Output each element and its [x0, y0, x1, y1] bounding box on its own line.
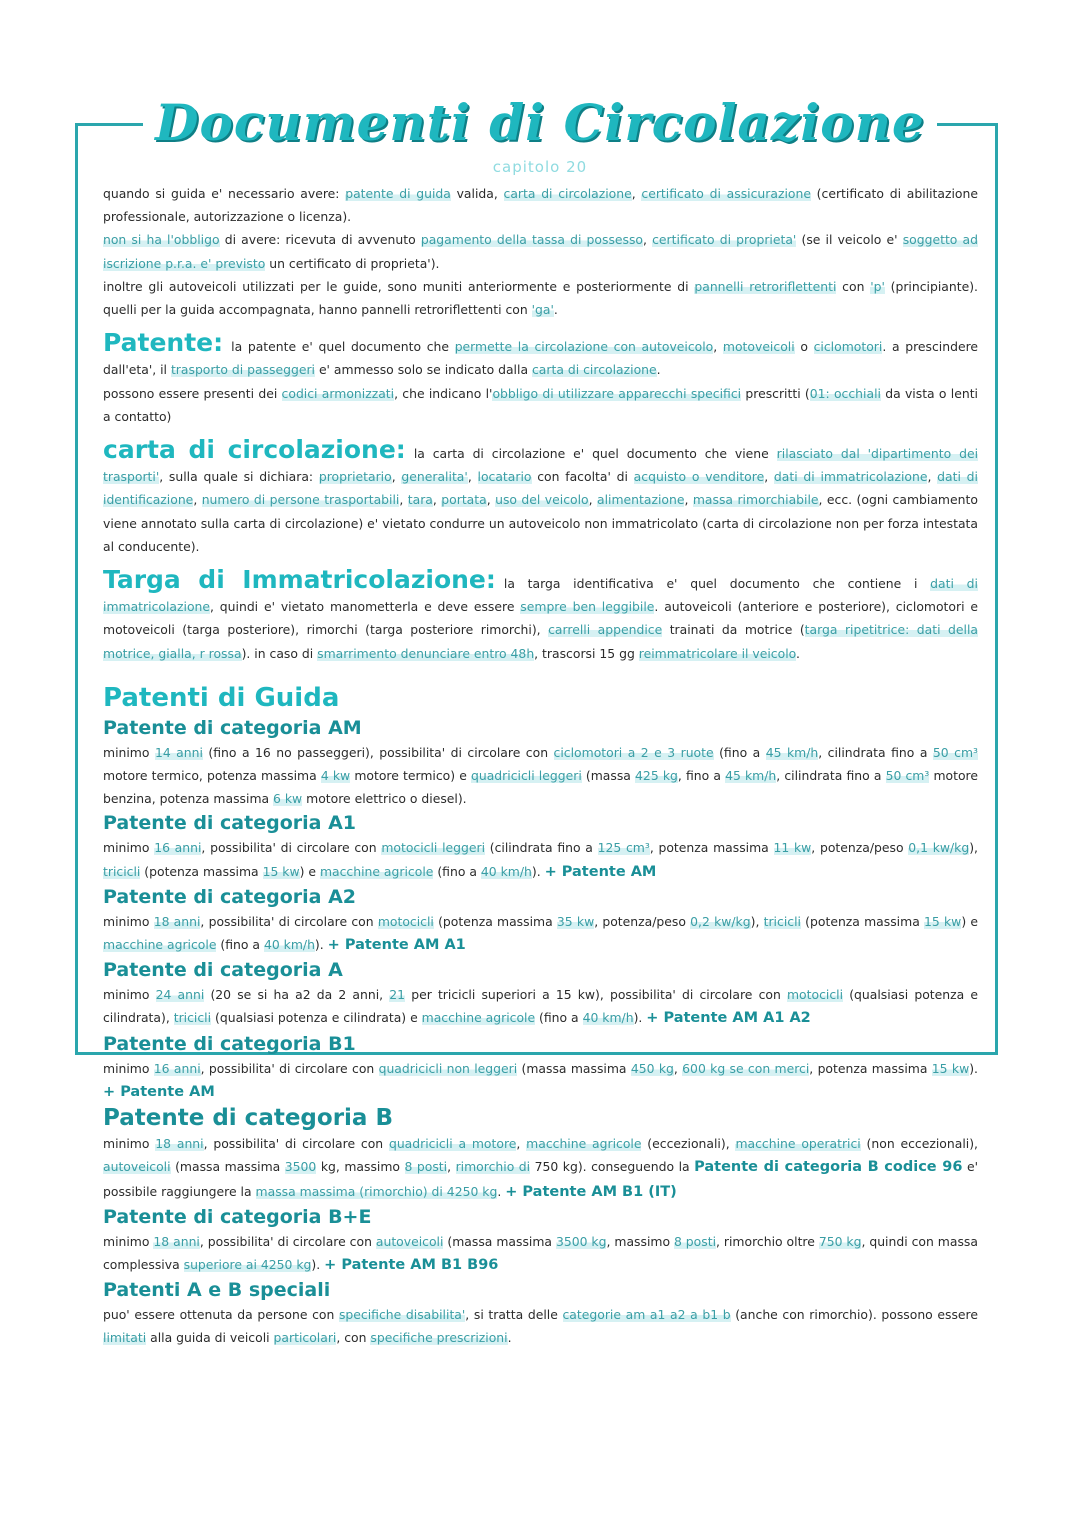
text-run: .	[553, 302, 558, 318]
highlighted-term: carrelli appendice	[548, 622, 663, 638]
highlighted-term: 750 kg	[818, 1233, 862, 1249]
highlighted-term: 45 km/h	[725, 768, 777, 784]
highlighted-term: tricicli	[763, 913, 801, 929]
highlighted-term: motoveicoli	[722, 339, 795, 355]
highlighted-term: certificato di proprieta'	[652, 232, 797, 248]
highlighted-term: 40 km/h	[582, 1010, 634, 1026]
text-run: , possibilita' di circolare con	[200, 913, 378, 929]
highlighted-term: sempre ben leggibile	[520, 599, 655, 615]
highlighted-term: 4 kw	[320, 768, 351, 784]
text-run: un certificato di proprieta').	[265, 255, 440, 271]
highlighted-term: certificato di assicurazione	[641, 186, 811, 201]
highlighted-term: 35 kw	[556, 913, 595, 929]
text-run: ).	[969, 1060, 978, 1076]
highlighted-term: 125 cm³	[597, 840, 650, 856]
highlighted-term: carta di circolazione	[503, 186, 632, 201]
highlighted-term: massa massima (rimorchio) di 4250 kg	[255, 1183, 498, 1199]
highlighted-term: pagamento della tassa di possesso	[420, 232, 644, 248]
license-reference: + Patente AM A1	[327, 937, 466, 954]
highlighted-term: 11 kw	[773, 840, 812, 856]
text-run: , possibilita' di circolare con	[200, 1060, 379, 1076]
text-run: ,	[399, 492, 408, 508]
text-run: di avere: ricevuta di avvenuto	[219, 232, 421, 248]
text-run: (massa	[581, 768, 636, 784]
highlighted-term: macchine agricole	[421, 1010, 536, 1026]
highlighted-term: autoveicoli	[375, 1233, 444, 1249]
highlighted-term: 50 cm³	[885, 768, 930, 784]
text-run: ,	[193, 492, 202, 508]
license-category-description	[103, 836, 978, 883]
highlighted-term: 'ga'	[531, 302, 554, 318]
license-reference: Patente di categoria B codice 96	[694, 1159, 963, 1176]
patenti-heading: Patenti di Guida	[103, 682, 340, 713]
highlighted-term: pannelli retroriflettenti	[694, 278, 837, 294]
highlighted-term: alimentazione	[597, 492, 685, 508]
license-category-description	[103, 983, 978, 1030]
highlighted-term: macchine agricole	[319, 863, 434, 879]
text-run: la patente e' quel documento che	[231, 339, 455, 355]
text-run: . autoveicoli (anteriore e posteriore), ciclomotori e motoveicoli (targa posteriore), rimorchi (targa posteriore rimorchi),	[103, 599, 978, 638]
intro-paragraph	[103, 275, 978, 321]
highlighted-term: 15 kw	[931, 1060, 970, 1076]
highlighted-term: dati di immatricolazione	[773, 469, 928, 485]
text-run: , quindi e' vietato manometterla e deve essere	[210, 599, 521, 615]
text-run: ,	[631, 186, 642, 201]
text-run: ).	[531, 863, 545, 879]
text-run: , potenza/peso	[811, 840, 909, 856]
license-category-title: Patenti A e B speciali	[103, 1279, 331, 1302]
text-run: (potenza massima	[140, 863, 263, 879]
highlighted-term: 450 kg	[630, 1060, 674, 1076]
highlighted-term: acquisto o venditore	[633, 469, 765, 485]
text-run: , rimorchio oltre	[716, 1233, 819, 1249]
definition-paragraph	[103, 328, 979, 381]
license-category-description	[103, 910, 978, 957]
highlighted-term: 8 posti	[404, 1159, 448, 1175]
highlighted-term: 16 anni	[154, 840, 202, 856]
highlighted-term: 18 anni	[153, 913, 201, 929]
text-run: motore termico, potenza massima	[103, 768, 321, 784]
definition-heading: Targa di Immatricolazione:	[103, 565, 496, 595]
highlighted-term: permette la circolazione con autoveicolo	[454, 339, 714, 355]
text-run: inoltre gli autoveicoli utilizzati per le guide, sono muniti anteriormente e posteriormente di	[103, 278, 695, 294]
highlighted-term: superiore ai 4250 kg	[183, 1256, 312, 1272]
text-run: , cilindrata fino a	[818, 744, 933, 760]
text-run: , possibilita' di circolare con	[203, 1136, 389, 1152]
text-run: , massimo	[606, 1233, 674, 1249]
text-run: ) e	[299, 863, 320, 879]
text-run: trainati da motrice (	[662, 622, 805, 638]
text-run: (certificato di abilitazione professionale, autorizzazione o licenza).	[103, 186, 978, 225]
text-run: , cilindrata fino a	[776, 768, 886, 784]
text-run: ).	[633, 1010, 647, 1026]
text-run: ),	[750, 913, 764, 929]
license-category-title: Patente di categoria AM	[103, 716, 362, 739]
highlighted-term: non si ha l'obbligo	[103, 232, 220, 248]
text-run: minimo	[103, 744, 155, 760]
text-run: ,	[643, 232, 653, 248]
highlighted-term: trasporto di passeggeri	[170, 362, 315, 378]
text-run: per tricicli superiori a 15 kw), possibilita' di circolare con	[405, 987, 787, 1003]
text-run: (anche con rimorchio). possono essere	[730, 1307, 978, 1323]
text-run: minimo	[103, 987, 156, 1003]
highlighted-term: 18 anni	[155, 1136, 204, 1152]
text-run: (potenza massima	[800, 913, 925, 929]
text-run: ,	[684, 492, 693, 508]
highlighted-term: quadricicli leggeri	[471, 768, 582, 784]
document-body	[103, 182, 978, 1350]
text-run: ),	[969, 840, 978, 856]
highlighted-term: 15 kw	[262, 863, 300, 879]
text-run: (cilindrata fino a	[485, 840, 598, 856]
text-run: ,	[588, 492, 597, 508]
text-run: e' possibile raggiungere la	[103, 1159, 978, 1199]
text-run: ,	[764, 469, 774, 485]
text-run: minimo	[103, 1233, 154, 1249]
definition-paragraph	[103, 565, 978, 665]
license-category-description	[103, 1230, 978, 1277]
text-run: , trascorsi 15 gg	[534, 645, 639, 661]
highlighted-term: 425 kg	[635, 768, 678, 784]
text-run: puo' essere ottenuta da persone con	[103, 1307, 339, 1323]
highlighted-term: particolari	[273, 1330, 337, 1346]
text-run: con facolta' di	[531, 469, 634, 485]
highlighted-term: soggetto ad iscrizione p.r.a. e' previsto	[103, 232, 978, 271]
license-category-title: Patente di categoria A1	[103, 812, 356, 835]
text-run: con	[836, 278, 871, 294]
definition-heading: Patente:	[103, 328, 224, 358]
text-run: , si tratta delle	[465, 1307, 563, 1323]
text-run: ,	[432, 492, 442, 508]
definition-paragraph	[103, 435, 979, 558]
license-category-title: Patente di categoria B	[103, 1105, 393, 1132]
highlighted-term: carta di circolazione	[531, 362, 657, 378]
text-run: ,	[486, 492, 496, 508]
text-run: , fino a	[677, 768, 726, 784]
highlighted-term: 21	[389, 987, 406, 1003]
license-category-description	[103, 1132, 978, 1204]
highlighted-term: targa ripetitrice: dati della motrice, gialla, r rossa	[103, 622, 978, 661]
text-run: e' ammesso solo se indicato dalla	[315, 362, 532, 378]
highlighted-term: motocicli	[377, 913, 434, 929]
highlighted-term: categorie am a1 a2 a b1 b	[562, 1307, 731, 1323]
text-run: minimo	[103, 1060, 154, 1076]
text-run: kg, massimo	[316, 1159, 405, 1175]
license-reference: + Patente AM B1 (IT)	[505, 1183, 677, 1200]
text-run: (massa massima	[517, 1060, 631, 1076]
text-run: minimo	[103, 840, 155, 856]
license-category-description	[103, 1057, 978, 1104]
highlighted-term: ciclomotori a 2 e 3 ruote	[553, 744, 714, 760]
text-run: , potenza massima	[809, 1060, 932, 1076]
highlighted-term: numero di persone trasportabili	[201, 492, 400, 508]
highlighted-term: macchine agricole	[103, 937, 217, 953]
text-run: ,	[673, 1060, 683, 1076]
text-run: alla guida di veicoli	[146, 1330, 274, 1346]
text-run: . a prescindere dall'eta', il	[103, 339, 979, 378]
intro-paragraph	[103, 182, 978, 228]
text-run: .	[656, 362, 661, 378]
highlighted-term: limitati	[103, 1330, 147, 1346]
text-run: (qualsiasi potenza e cilindrata),	[103, 987, 978, 1026]
text-run: (eccezionali),	[641, 1136, 736, 1152]
highlighted-term: 40 km/h	[263, 937, 315, 953]
text-run: (fino a	[713, 744, 766, 760]
text-run: o	[794, 339, 814, 355]
highlighted-term: patente di guida	[345, 186, 451, 201]
text-run: ).	[311, 1256, 325, 1272]
text-run: , potenza massima	[649, 840, 774, 856]
chapter-label: capitolo 20	[492, 158, 588, 176]
text-run: , potenza/peso	[594, 913, 691, 929]
text-run: ,	[467, 469, 478, 485]
highlighted-term: macchine operatrici	[735, 1136, 861, 1152]
highlighted-term: reimmatricolare il veicolo	[638, 645, 796, 661]
highlighted-term: dati di identificazione	[103, 469, 978, 508]
text-run: (20 se si ha a2 da 2 anni,	[204, 987, 390, 1003]
license-reference: + Patente AM B1 B96	[324, 1256, 499, 1273]
highlighted-term: quadricicli non leggeri	[378, 1060, 518, 1076]
highlighted-term: 3500 kg	[555, 1233, 607, 1249]
text-run: minimo	[103, 913, 154, 929]
definition-paragraph	[103, 382, 978, 428]
license-category-title: Patente di categoria B+E	[103, 1205, 372, 1228]
patenti-list	[103, 715, 978, 1350]
highlighted-term: 600 kg se con merci	[682, 1060, 810, 1076]
text-run: ,	[447, 1159, 456, 1175]
license-category-title: Patente di categoria B1	[103, 1032, 356, 1055]
highlighted-term: portata	[441, 492, 487, 508]
text-run: motore elettrico o diesel).	[302, 791, 467, 807]
text-run: 750 kg). conseguendo la	[530, 1159, 695, 1175]
title-wrap	[0, 88, 1080, 158]
highlighted-term: 3500	[284, 1159, 317, 1175]
text-run: ,	[927, 469, 938, 485]
text-run: .	[796, 645, 800, 661]
highlighted-term: 8 posti	[673, 1233, 717, 1249]
highlighted-term: locatario	[477, 469, 532, 485]
highlighted-term: macchine agricole	[526, 1136, 642, 1152]
highlighted-term: quadricicli a motore	[388, 1136, 517, 1152]
text-run: motore benzina, potenza massima	[103, 768, 978, 807]
definition-heading: carta di circolazione:	[103, 435, 406, 465]
text-run: minimo	[103, 1136, 156, 1152]
page-title: Documenti di Circolazione	[143, 88, 937, 158]
text-run: (massa massima	[443, 1233, 556, 1249]
text-run: quando si guida e' necessario avere:	[103, 186, 346, 201]
text-run: la targa identificativa e' quel documento che contiene i	[503, 576, 931, 592]
text-run: da vista o lenti a contatto)	[103, 385, 978, 424]
text-run: (potenza massima	[433, 913, 557, 929]
text-run: , quindi con massa complessiva	[103, 1233, 978, 1272]
definition-block	[103, 328, 979, 428]
text-run: .	[507, 1330, 512, 1346]
text-run: ) e	[961, 913, 978, 929]
license-reference: + Patente AM A1 A2	[646, 1010, 811, 1027]
text-run: (se il veicolo e'	[796, 232, 903, 248]
highlighted-term: 45 km/h	[765, 744, 819, 760]
text-run: ,	[391, 469, 402, 485]
highlighted-term: tricicli	[103, 863, 141, 879]
highlighted-term: motocicli	[786, 987, 844, 1003]
highlighted-term: 'p'	[870, 278, 885, 294]
highlighted-term: smarrimento denunciare entro 48h	[317, 645, 535, 661]
text-run: , sulla quale si dichiara:	[159, 469, 319, 485]
text-run: possono essere presenti dei	[103, 385, 282, 401]
highlighted-term: tara	[407, 492, 433, 508]
highlighted-term: 15 kw	[924, 913, 962, 929]
definition-block	[103, 565, 978, 665]
highlighted-term: specifiche prescrizioni	[370, 1330, 508, 1346]
highlighted-term: 50 cm³	[932, 744, 978, 760]
highlighted-term: generalita'	[401, 469, 468, 485]
highlighted-term: 14 anni	[154, 744, 203, 760]
highlighted-term: obbligo di utilizzare apparecchi specifici	[492, 385, 742, 401]
text-run: .	[497, 1183, 506, 1199]
highlighted-term: codici armonizzati	[281, 385, 395, 401]
text-run: (fino a	[535, 1010, 583, 1026]
text-run: (fino a	[433, 863, 481, 879]
text-run: la carta di circolazione e' quel documento che viene	[413, 446, 777, 462]
text-run: prescritti (	[741, 385, 810, 401]
highlighted-term: 40 km/h	[480, 863, 532, 879]
license-category-title: Patente di categoria A2	[103, 885, 356, 908]
highlighted-term: rimorchio di	[455, 1159, 531, 1175]
highlighted-term: specifiche disabilita'	[338, 1307, 466, 1323]
text-run: valida,	[450, 186, 504, 201]
highlighted-term: 6 kw	[273, 791, 303, 807]
highlighted-term: 24 anni	[155, 987, 205, 1003]
highlighted-term: proprietario	[318, 469, 392, 485]
highlighted-term: dati di immatricolazione	[103, 576, 978, 615]
text-run: (fino a	[216, 937, 264, 953]
text-run: ). in caso di	[241, 645, 318, 661]
highlighted-term: tricicli	[173, 1010, 212, 1026]
text-run: (massa massima	[170, 1159, 285, 1175]
license-reference: + Patente AM	[103, 1083, 215, 1100]
text-run: , con	[336, 1330, 371, 1346]
text-run: ).	[314, 937, 328, 953]
text-run: (non eccezionali),	[860, 1136, 978, 1152]
text-run: ,	[713, 339, 723, 355]
intro-section	[103, 182, 978, 321]
definitions-section	[103, 328, 979, 665]
license-category-description	[103, 1303, 978, 1349]
highlighted-term: uso del veicolo	[495, 492, 589, 508]
highlighted-term: 0,2 kw/kg	[690, 913, 751, 929]
highlighted-term: rilasciato dal 'dipartimento dei trasporti'	[103, 446, 979, 485]
license-reference: + Patente AM	[544, 863, 657, 880]
highlighted-term: 18 anni	[153, 1233, 200, 1249]
text-run: motore termico) e	[350, 768, 471, 784]
text-run: , che indicano l'	[394, 385, 493, 401]
intro-paragraph	[103, 228, 978, 274]
text-run: (fino a 16 no passeggeri), possibilita' di circolare con	[202, 744, 554, 760]
highlighted-term: ciclomotori	[813, 339, 883, 355]
highlighted-term: massa rimorchiabile	[692, 492, 819, 508]
license-category-description	[103, 741, 978, 811]
text-run: , possibilita' di circolare con	[201, 840, 382, 856]
license-category-title: Patente di categoria A	[103, 959, 343, 982]
text-run: (qualsiasi potenza e cilindrata) e	[211, 1010, 422, 1026]
text-run: ,	[516, 1136, 527, 1152]
highlighted-term: 01: occhiali	[809, 385, 881, 401]
highlighted-term: 16 anni	[153, 1060, 201, 1076]
highlighted-term: 0,1 kw/kg	[908, 840, 970, 856]
definition-block	[103, 435, 979, 558]
highlighted-term: motocicli leggeri	[381, 840, 486, 856]
text-run: (principiante). quelli per la guida accompagnata, hanno pannelli retroriflettenti con	[103, 278, 978, 318]
text-run: , possibilita' di circolare con	[199, 1233, 376, 1249]
highlighted-term: autoveicoli	[103, 1159, 171, 1175]
text-run: , ecc. (ogni cambiamento viene annotato sulla carta di circolazione) e' vietato condurre un autoveicolo non immatricolato (carta di circolazione non per forza intestata al conducente).	[103, 492, 978, 554]
